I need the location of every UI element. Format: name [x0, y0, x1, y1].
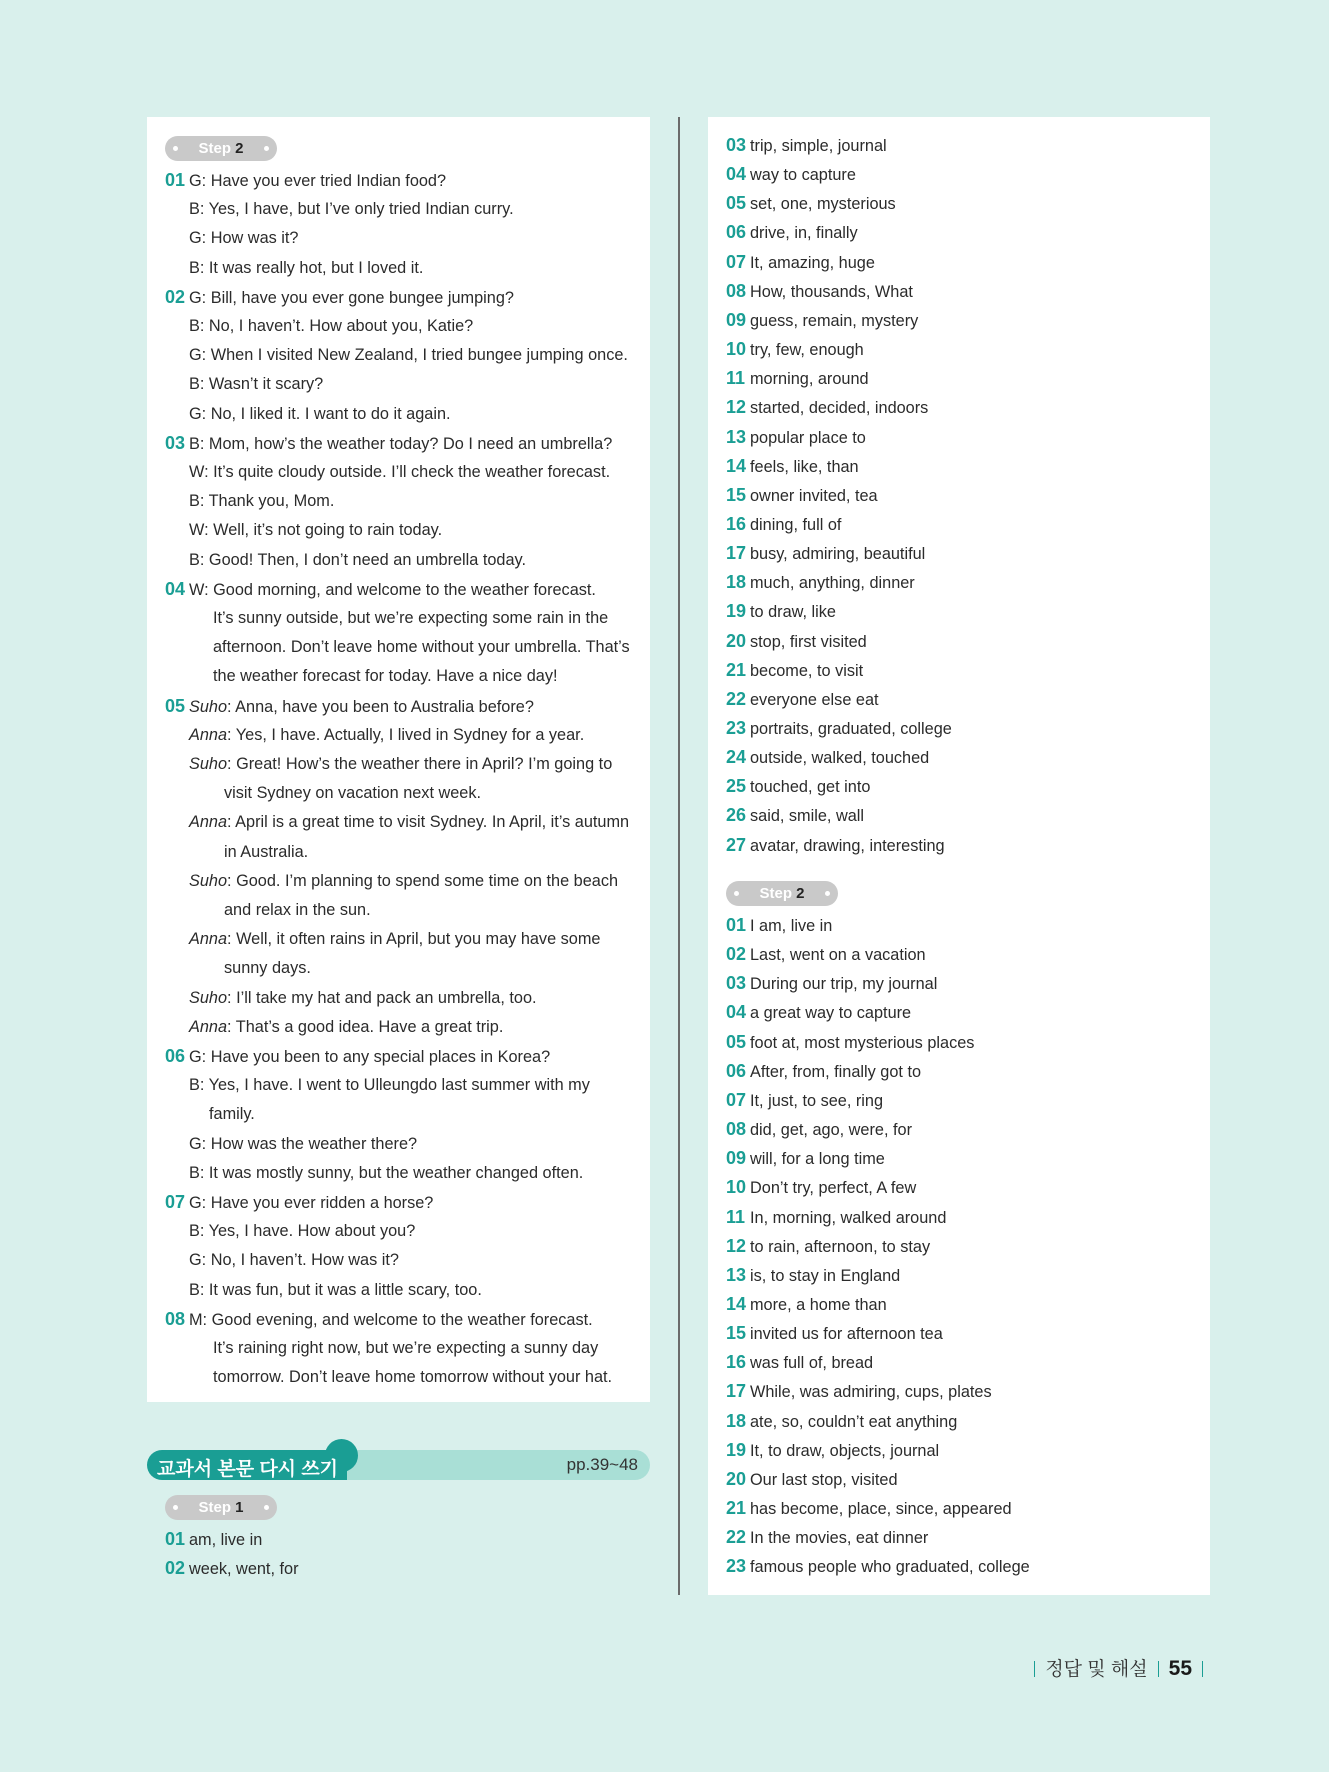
- item-number: 05: [726, 1031, 747, 1052]
- footer-section-title: 정답 및 해설: [1045, 1659, 1148, 1680]
- line-text: It, amazing, huge: [750, 253, 875, 272]
- item-number: 01: [726, 915, 747, 935]
- line-text: trip, simple, journal: [750, 137, 887, 155]
- answer-line: [726, 1090, 883, 1111]
- answer-line: [726, 718, 952, 739]
- item-number: 09: [726, 1148, 747, 1169]
- line-text: to rain, afternoon, to stay: [750, 1237, 931, 1256]
- speaker-name: Suho: [189, 697, 228, 716]
- line-text: dining, full of: [750, 515, 842, 534]
- line-text: the weather forecast for today. Have a nice day!: [213, 667, 558, 686]
- item-number: 16: [726, 1352, 747, 1373]
- line-text: much, anything, dinner: [750, 574, 915, 593]
- line-text: was full of, bread: [750, 1354, 874, 1373]
- speaker-name: Anna: [189, 930, 228, 949]
- item-number: 15: [726, 1323, 747, 1344]
- answer-line: [726, 1119, 912, 1140]
- step-number: 2: [796, 885, 805, 902]
- line-text: : April is a great time to visit Sydney. In April, it’s autumn: [227, 813, 630, 832]
- line-text: busy, admiring, beautiful: [750, 545, 926, 564]
- script-line: [213, 666, 558, 686]
- line-text: G: How was it?: [189, 229, 299, 248]
- line-text: sunny days.: [224, 959, 311, 978]
- answer-line: [726, 397, 928, 418]
- answer-line: [726, 1440, 939, 1461]
- script-line: [189, 345, 628, 365]
- line-text: Don’t try, perfect, A few: [750, 1179, 917, 1198]
- answer-line: [726, 805, 864, 826]
- answer-line: [726, 631, 867, 652]
- line-text: W: It’s quite cloudy outside. I’ll check the weather forecast.: [189, 463, 611, 481]
- answer-line: [726, 281, 913, 302]
- answer-line: [726, 1381, 992, 1402]
- item-number: 05: [165, 695, 186, 716]
- answer-line: [726, 368, 869, 389]
- line-text: In the movies, eat dinner: [750, 1529, 929, 1548]
- script-line: [224, 900, 371, 920]
- line-text: foot at, most mysterious places: [750, 1033, 975, 1052]
- script-line: [189, 258, 423, 278]
- item-number: 17: [726, 543, 747, 564]
- line-text: B: Wasn’t it scary?: [189, 375, 324, 394]
- script-line: [224, 958, 311, 978]
- script-line: [165, 1192, 433, 1213]
- script-line: [189, 988, 537, 1008]
- answer-line: [726, 1032, 974, 1053]
- answer-line: [726, 1411, 957, 1432]
- line-text: family.: [209, 1105, 255, 1124]
- line-text: B: It was fun, but it was a little scary, too.: [189, 1280, 482, 1299]
- item-number: 18: [726, 1410, 747, 1431]
- line-text: and relax in the sun.: [224, 901, 371, 919]
- script-line: [189, 1075, 590, 1095]
- item-number: 07: [165, 1192, 186, 1212]
- line-text: Last, went on a vacation: [750, 946, 926, 965]
- answer-line: [726, 1352, 873, 1373]
- item-number: 20: [726, 1468, 747, 1489]
- line-text: G: Have you ever tried Indian food?: [189, 172, 447, 190]
- answer-line: [726, 944, 926, 965]
- line-text: W: Good morning, and welcome to the weather forecast.: [189, 580, 596, 599]
- item-number: 16: [726, 513, 747, 534]
- item-number: 03: [726, 135, 747, 155]
- script-line: [189, 228, 298, 248]
- answer-line: [726, 1061, 921, 1082]
- script-line: [189, 871, 618, 891]
- script-line: [189, 1163, 583, 1183]
- item-number: 07: [726, 251, 747, 272]
- item-number: 08: [726, 280, 747, 301]
- line-text: While, was admiring, cups, plates: [750, 1383, 992, 1402]
- item-number: 13: [726, 426, 747, 447]
- script-line: [165, 579, 596, 600]
- item-number: 10: [726, 339, 747, 360]
- line-text: G: Bill, have you ever gone bungee jumping?: [189, 288, 514, 307]
- answer-line: [726, 1148, 885, 1169]
- step-label: Step: [198, 1499, 231, 1516]
- line-text: morning, around: [750, 370, 869, 389]
- item-number: 01: [165, 170, 186, 190]
- line-text: B: No, I haven’t. How about you, Katie?: [189, 317, 474, 335]
- answer-line: [726, 689, 879, 710]
- item-number: 12: [726, 397, 747, 418]
- speaker-name: Suho: [189, 755, 228, 773]
- answer-line: [165, 1529, 262, 1550]
- line-text: popular place to: [750, 428, 866, 447]
- item-number: 04: [726, 1002, 747, 1023]
- item-number: 18: [726, 572, 747, 593]
- line-text: In, morning, walked around: [750, 1208, 947, 1227]
- line-text: I am, live in: [750, 917, 833, 935]
- line-text: B: Thank you, Mom.: [189, 492, 335, 511]
- step-2-badge-right: [726, 881, 838, 906]
- line-text: invited us for afternoon tea: [750, 1325, 943, 1344]
- answer-line: [726, 543, 925, 564]
- line-text: more, a home than: [750, 1295, 887, 1314]
- line-text: did, get, ago, were, for: [750, 1121, 913, 1140]
- line-text: way to capture: [750, 166, 856, 185]
- item-number: 15: [726, 484, 747, 505]
- line-text: said, smile, wall: [750, 807, 865, 826]
- line-text: : Anna, have you been to Australia before?: [227, 697, 534, 716]
- script-line: [213, 608, 608, 628]
- line-text: guess, remain, mystery: [750, 311, 919, 330]
- line-text: portraits, graduated, college: [750, 720, 952, 738]
- answer-line: [726, 427, 866, 448]
- answer-line: [726, 835, 945, 856]
- line-text: B: Yes, I have. I went to Ulleungdo last summer with my: [189, 1076, 590, 1095]
- answer-line: [726, 135, 887, 156]
- banner-page-range: pp.39~48: [566, 1455, 638, 1474]
- line-text: avatar, drawing, interesting: [750, 836, 945, 855]
- script-line: [213, 1367, 612, 1387]
- item-number: 02: [726, 944, 747, 965]
- script-line: [189, 199, 514, 219]
- answer-line: [726, 1469, 898, 1490]
- line-text: G: When I visited New Zealand, I tried bungee jumping once.: [189, 346, 628, 365]
- script-line: [189, 929, 600, 949]
- script-line: [189, 1017, 503, 1037]
- item-number: 10: [726, 1177, 747, 1198]
- line-text: G: No, I liked it. I want to do it again.: [189, 404, 451, 423]
- line-text: : Good. I’m planning to spend some time on the beach: [227, 871, 619, 890]
- answer-line: [726, 1556, 1030, 1577]
- line-text: has become, place, since, appeared: [750, 1500, 1012, 1518]
- item-number: 12: [726, 1235, 747, 1256]
- line-text: a great way to capture: [750, 1004, 912, 1023]
- answer-line: [726, 660, 863, 681]
- item-number: 14: [726, 455, 747, 476]
- speaker-name: Suho: [189, 871, 228, 890]
- line-text: Our last stop, visited: [750, 1470, 898, 1489]
- line-text: to draw, like: [750, 603, 836, 622]
- line-text: B: It was really hot, but I loved it.: [189, 258, 424, 277]
- line-text: G: How was the weather there?: [189, 1134, 418, 1153]
- answer-line: [726, 1294, 887, 1315]
- page-footer: [1024, 1654, 1213, 1681]
- page-number: 55: [1168, 1657, 1192, 1680]
- line-text: set, one, mysterious: [750, 195, 896, 214]
- item-number: 02: [165, 286, 186, 307]
- line-text: B: Yes, I have, but I’ve only tried Indian curry.: [189, 200, 514, 219]
- line-text: famous people who graduated, college: [750, 1558, 1030, 1577]
- script-line: [189, 1280, 482, 1300]
- step-2-badge-left: [165, 136, 277, 161]
- item-number: 04: [726, 164, 747, 185]
- speaker-name: Suho: [189, 988, 228, 1007]
- line-text: tomorrow. Don’t leave home tomorrow without your hat.: [213, 1368, 613, 1387]
- answer-line: [726, 310, 918, 331]
- answer-line: [726, 1207, 946, 1228]
- item-number: 23: [726, 1556, 747, 1577]
- answer-line: [726, 776, 870, 797]
- line-text: : That’s a good idea. Have a great trip.: [227, 1017, 504, 1036]
- script-line: [224, 783, 481, 803]
- item-number: 02: [165, 1558, 186, 1579]
- script-line: [209, 1104, 255, 1124]
- answer-line: [726, 1236, 930, 1257]
- answer-line: [726, 193, 896, 214]
- column-divider: [678, 117, 680, 1595]
- line-text: It’s raining right now, but we’re expecting a sunny day: [213, 1339, 599, 1357]
- script-line: [165, 433, 612, 454]
- answer-line: [726, 1002, 911, 1023]
- line-text: is, to stay in England: [750, 1266, 901, 1285]
- line-text: feels, like, than: [750, 457, 859, 476]
- line-text: It’s sunny outside, but we’re expecting some rain in the: [213, 609, 609, 627]
- item-number: 09: [726, 309, 747, 330]
- answer-line: [726, 915, 832, 936]
- answer-line: [726, 222, 858, 243]
- answer-line: [726, 164, 856, 185]
- item-number: 26: [726, 805, 747, 826]
- item-number: 20: [726, 630, 747, 651]
- script-line: [213, 1338, 598, 1358]
- speaker-name: Anna: [189, 725, 228, 744]
- script-line: [224, 842, 308, 862]
- script-line: [189, 462, 610, 482]
- answer-line: [726, 1177, 916, 1198]
- item-number: 03: [165, 432, 186, 453]
- line-text: It, just, to see, ring: [750, 1091, 884, 1110]
- script-line: [165, 696, 534, 717]
- line-text: M: Good evening, and welcome to the weather forecast.: [189, 1310, 593, 1329]
- answer-line: [726, 1498, 1012, 1519]
- line-text: ate, so, couldn’t eat anything: [750, 1412, 958, 1431]
- line-text: become, to visit: [750, 661, 864, 680]
- speaker-name: Anna: [189, 1017, 228, 1036]
- answer-line: [726, 1527, 928, 1548]
- script-line: [189, 1221, 415, 1241]
- line-text: touched, get into: [750, 778, 871, 797]
- answer-line: [726, 601, 836, 622]
- line-text: : Yes, I have. Actually, I lived in Sydney for a year.: [227, 725, 585, 744]
- line-text: outside, walked, touched: [750, 749, 930, 768]
- line-text: stop, first visited: [750, 632, 867, 651]
- script-line: [189, 520, 442, 540]
- banner-title: 교과서 본문 다시 쓰기: [157, 1459, 339, 1480]
- section-banner: [147, 1439, 650, 1481]
- item-number: 14: [726, 1293, 747, 1314]
- answer-line: [165, 1558, 299, 1579]
- item-number: 01: [165, 1529, 186, 1549]
- item-number: 08: [165, 1308, 186, 1329]
- line-text: B: Yes, I have. How about you?: [189, 1222, 416, 1241]
- step-label: Step: [198, 140, 231, 157]
- item-number: 11: [726, 1206, 746, 1227]
- line-text: drive, in, finally: [750, 224, 858, 243]
- item-number: 27: [726, 834, 747, 855]
- script-line: [165, 287, 514, 308]
- step-1-badge: [165, 1495, 277, 1520]
- item-number: 19: [726, 601, 747, 622]
- line-text: started, decided, indoors: [750, 399, 929, 418]
- line-text: visit Sydney on vacation next week.: [224, 784, 482, 803]
- line-text: After, from, finally got to: [750, 1062, 922, 1081]
- script-line: [189, 374, 323, 394]
- item-number: 22: [726, 688, 747, 709]
- script-line: [189, 404, 451, 424]
- script-line: [189, 1250, 399, 1270]
- line-text: G: Have you been to any special places in Korea?: [189, 1048, 551, 1066]
- item-number: 05: [726, 193, 747, 214]
- script-line: [189, 754, 612, 774]
- line-text: G: No, I haven’t. How was it?: [189, 1251, 399, 1270]
- answer-line: [726, 339, 864, 360]
- line-text: owner invited, tea: [750, 486, 878, 505]
- line-text: B: Mom, how’s the weather today? Do I need an umbrella?: [189, 434, 613, 453]
- speaker-name: Anna: [189, 813, 228, 832]
- line-text: : I’ll take my hat and pack an umbrella, too.: [227, 988, 537, 1007]
- line-text: B: Good! Then, I don’t need an umbrella today.: [189, 550, 527, 569]
- item-number: 25: [726, 776, 747, 797]
- line-text: am, live in: [189, 1531, 263, 1549]
- step-number: 2: [235, 140, 244, 157]
- item-number: 03: [726, 973, 747, 994]
- script-line: [189, 1134, 417, 1154]
- item-number: 24: [726, 747, 747, 768]
- item-number: 13: [726, 1264, 747, 1285]
- line-text: try, few, enough: [750, 341, 864, 360]
- item-number: 23: [726, 718, 747, 738]
- line-text: will, for a long time: [750, 1150, 885, 1169]
- line-text: B: It was mostly sunny, but the weather changed often.: [189, 1163, 584, 1182]
- step-number: 1: [235, 1499, 244, 1516]
- answer-line: [726, 973, 937, 994]
- answer-line: [726, 1265, 900, 1286]
- answer-line: [726, 456, 859, 477]
- answer-line: [726, 485, 878, 506]
- line-text: afternoon. Don’t leave home without your umbrella. That’s: [213, 638, 630, 657]
- line-text: How, thousands, What: [750, 282, 913, 301]
- item-number: 19: [726, 1439, 747, 1460]
- item-number: 11: [726, 368, 746, 389]
- script-line: [165, 1309, 593, 1330]
- script-line: [213, 637, 630, 657]
- script-line: [189, 316, 473, 336]
- script-line: [189, 550, 526, 570]
- line-text: in Australia.: [224, 842, 309, 861]
- item-number: 06: [165, 1046, 186, 1066]
- script-line: [165, 1046, 550, 1067]
- line-text: G: Have you ever ridden a horse?: [189, 1194, 434, 1212]
- item-number: 21: [726, 659, 747, 680]
- answer-line: [726, 747, 929, 768]
- script-line: [189, 812, 629, 832]
- line-text: It, to draw, objects, journal: [750, 1441, 940, 1460]
- line-text: : Great! How’s the weather there in April? I’m going to: [227, 755, 613, 773]
- line-text: week, went, for: [189, 1560, 299, 1579]
- item-number: 07: [726, 1089, 747, 1110]
- script-line: [189, 491, 334, 511]
- answer-line: [726, 514, 841, 535]
- line-text: During our trip, my journal: [750, 975, 938, 994]
- answer-line: [726, 252, 875, 273]
- item-number: 22: [726, 1527, 747, 1548]
- line-text: everyone else eat: [750, 690, 879, 709]
- answer-line: [726, 572, 915, 593]
- line-text: : Well, it often rains in April, but you may have some: [227, 930, 601, 949]
- item-number: 06: [726, 1060, 747, 1081]
- answer-line: [726, 1323, 943, 1344]
- script-line: [165, 170, 446, 191]
- item-number: 04: [165, 578, 186, 599]
- item-number: 17: [726, 1381, 747, 1402]
- item-number: 06: [726, 222, 747, 243]
- item-number: 08: [726, 1119, 747, 1140]
- item-number: 21: [726, 1498, 747, 1518]
- script-line: [189, 725, 584, 745]
- line-text: W: Well, it’s not going to rain today.: [189, 521, 443, 540]
- step-label: Step: [759, 885, 792, 902]
